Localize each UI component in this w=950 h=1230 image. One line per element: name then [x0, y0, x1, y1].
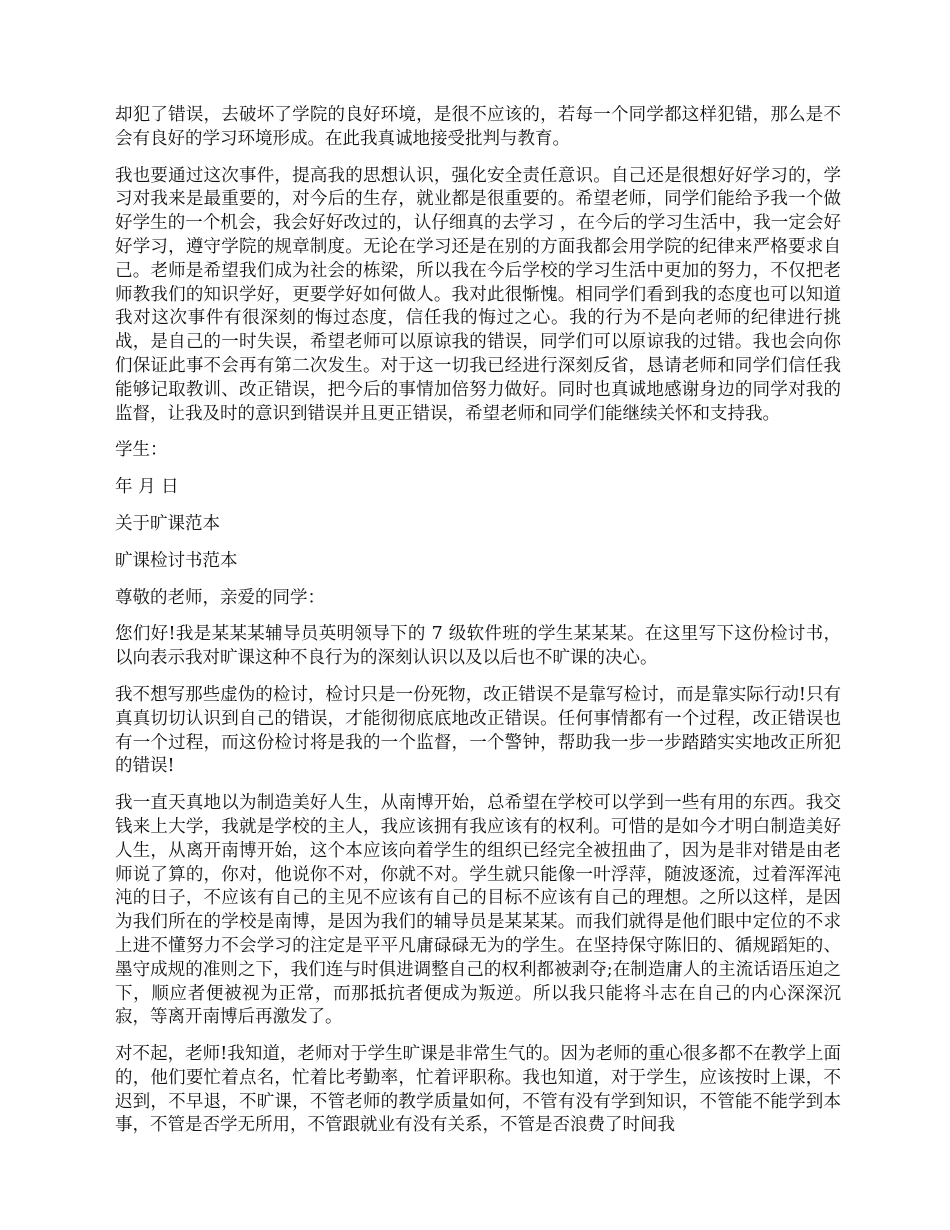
paragraph-reflection: 我也要通过这次事件，提高我的思想认识，强化安全责任意识。自己还是很想好好学习的，学习对我来是最重要的，对今后的生存，就业都是很重要的。希望老师，同学们能给予我一个做好学生的一个机会，我会好好改过的，认仔细真的去学习 ，在今后的学习生活中，我一定会好好学习，遵守学院的规章制度。无论在学习还是在别的方面我都会用学院的纪律来严格要求自己。老师是希望我们成为社会的栋梁，所以我在今后学校的学习生活中更加的努力，不仅把老师教我们的知识学好，更要学好如何做人。我对此很惭愧。相同学们看到我的态度也可以知道我对这次事件有很深刻的悔过态度，信任我的悔过之心。我的行为不是向老师的纪律进行挑战，是自己的一时失误，希望老师可以原谅我的错误，同学们可以原谅我的过错。我也会向你们保证此事不会再有第二次发生。对于这一切我已经进行深刻反省，恳请老师和同学们信任我能够记取教训、改正错误，把今后的事情加倍努力做好。同时也真诚地感谢身边的同学对我的监督，让我及时的意识到错误并且更正错误，希望老师和同学们能继续关怀和支持我。: [115, 165, 841, 424]
paragraph-expectations: 我一直天真地以为制造美好人生，从南博开始，总希望在学校可以学到一些有用的东西。我交钱来上大学，我就是学校的主人，我应该拥有我应该有的权利。可惜的是如今才明白制造美好人生，从离开南博开始，这个本应该向着学生的组织已经完全被扭曲了，因为是非对错是由老师说了算的，你对，他说你不对，你就不对。学生就只能像一叶浮萍，随波逐流，过着浑浑沌沌的日子，不应该有自己的主见不应该有自己的目标不应该有自己的理想。之所以这样，是因为我们所在的学校是南博，是因为我们的辅导员是某某某。而我们就得是他们眼中定位的不求上进不懂努力不会学习的注定是平平凡庸碌碌无为的学生。在坚持保守陈旧的、循规蹈矩的、墨守成规的准则之下，我们连与时俱进调整自己的权利都被剥夺;在制造庸人的主流话语压迫之下，顺应者便被视为正常，而那抵抗者便成为叛逆。所以我只能将斗志在自己的内心深深沉寂，等离开南博后再激发了。: [115, 793, 841, 1028]
section-heading: 关于旷课范本: [115, 513, 220, 534]
signature-date: 年 月 日: [115, 477, 179, 498]
document-title: 旷课检讨书范本: [115, 550, 238, 571]
document-body: [115, 104, 841, 1151]
salutation: 尊敬的老师，亲爱的同学：: [115, 587, 325, 608]
paragraph-intro: 您们好!我是某某某辅导员英明领导下的 7 级软件班的学生某某某。在这里写下这份检讨书，以向表示我对旷课这种不良行为的深刻认识以及以后也不旷课的决心。: [115, 624, 841, 669]
signature-student: 学生：: [115, 440, 168, 461]
paragraph-sincerity: 我不想写那些虚伪的检讨，检讨只是一份死物，改正错误不是靠写检讨，而是靠实际行动!只有真真切切认识到自己的错误，才能彻彻底底地改正错误。任何事情都有一个过程，改正错误也有一个过程，而这份检讨将是我的一个监督，一个警钟，帮助我一步一步踏踏实实地改正所犯的错误!: [115, 684, 841, 777]
paragraph-apology: 对不起，老师!我知道，老师对于学生旷课是非常生气的。因为老师的重心很多都不在教学上面的，他们要忙着点名，忙着比考勤率，忙着评职称。我也知道，对于学生，应该按时上课，不迟到，不早退，不旷课，不管老师的教学质量如何，不管有没有学到知识，不管能不能学到本事，不管是否学无所用，不管跟就业有没有关系，不管是否浪费了时间我: [115, 1044, 841, 1136]
paragraph-acceptance: 却犯了错误，去破坏了学院的良好环境，是很不应该的，若每一个同学都这样犯错，那么是不会有良好的学习环境形成。在此我真诚地接受批判与教育。: [115, 105, 841, 149]
